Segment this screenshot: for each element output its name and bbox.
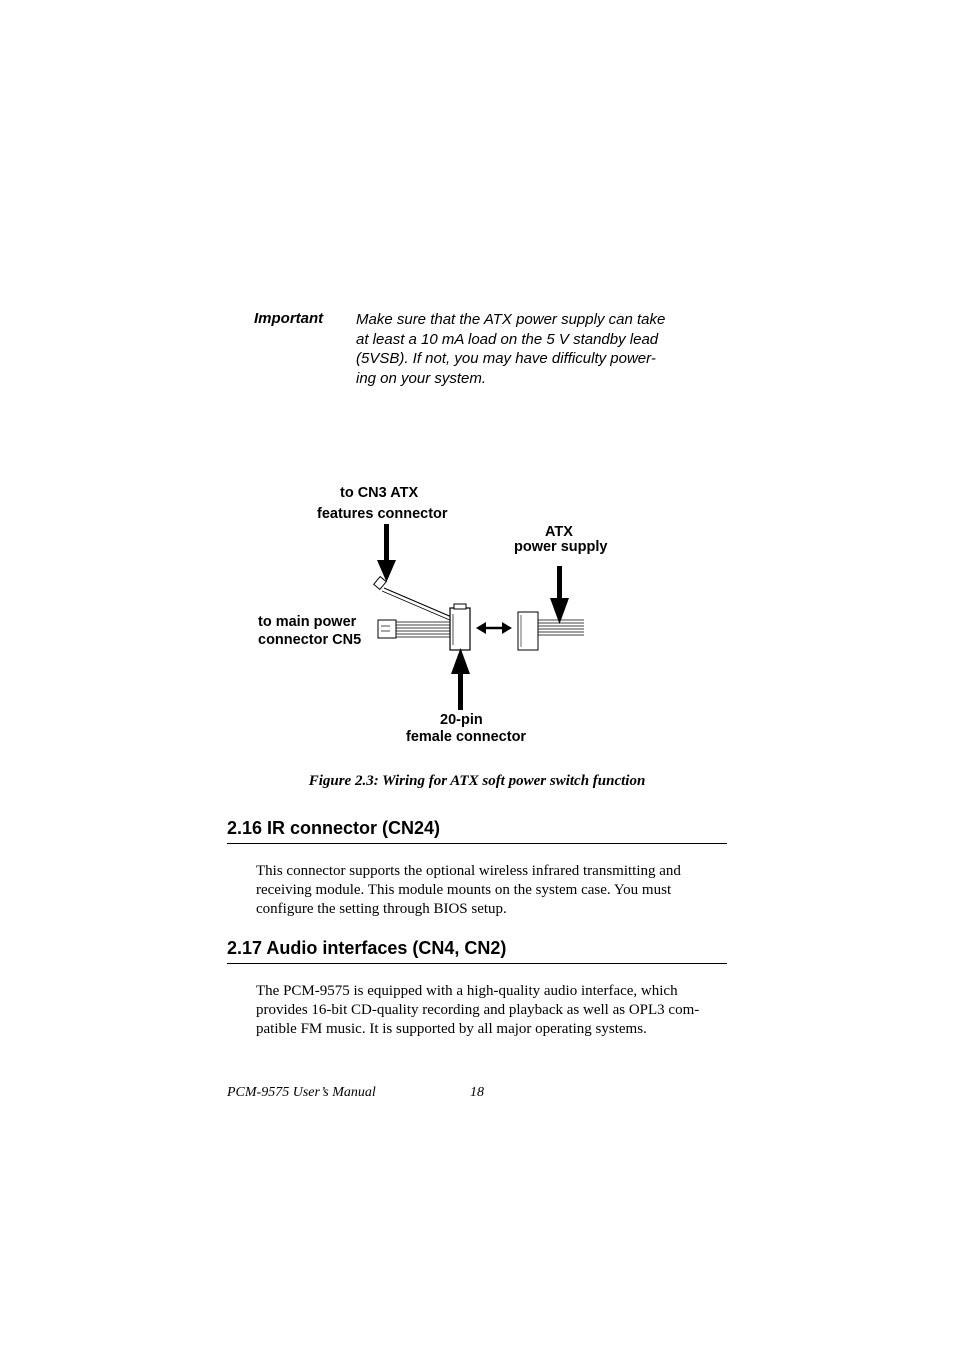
cn3-arrow — [377, 524, 396, 582]
note-line: Make sure that the ATX power supply can take — [356, 311, 666, 328]
figure-caption: Figure 2.3: Wiring for ATX soft power switch function — [308, 773, 646, 789]
mating-arrow — [476, 622, 512, 634]
atx-plug — [518, 612, 538, 650]
paragraph-line: receiving module. This module mounts on the system case. You must — [256, 882, 672, 898]
atx-arrow — [550, 566, 569, 624]
footer-manual-title: PCM-9575 User’s Manual — [227, 1085, 376, 1100]
section-paragraph — [256, 982, 736, 1039]
atx-label-line2: power supply — [514, 539, 608, 555]
female-connector — [450, 604, 470, 650]
section-heading: 2.17 Audio interfaces (CN4, CN2) — [227, 938, 727, 964]
feature-wire — [374, 577, 454, 621]
wiring-drawing — [250, 480, 640, 750]
right-wire-bundle — [538, 620, 584, 635]
main-power-label-line1: to main power — [258, 614, 357, 630]
pin-arrow — [451, 648, 470, 710]
main-power-label-line2: connector CN5 — [258, 632, 362, 648]
important-note-text — [356, 310, 696, 388]
cn5-plug — [378, 620, 396, 638]
cn3-label-line2: features connector — [317, 506, 448, 522]
paragraph-line: patible FM music. It is supported by all major operating systems. — [256, 1021, 647, 1037]
important-label: Important — [254, 310, 324, 327]
pin-label-line1: 20-pin — [440, 712, 483, 728]
paragraph-line: The PCM-9575 is equipped with a high-quality audio interface, which — [256, 983, 678, 999]
paragraph-line: This connector supports the optional wireless infrared transmitting and — [256, 863, 681, 879]
atx-label-line1: ATX — [545, 524, 573, 540]
note-line: at least a 10 mA load on the 5 V standby lead — [356, 330, 659, 348]
left-wire-bundle — [396, 622, 450, 637]
cn3-label-line1: to CN3 ATX — [340, 485, 419, 501]
paragraph-line: provides 16-bit CD-quality recording and playback as well as OPL3 com- — [256, 1002, 700, 1018]
atx-wiring-diagram — [250, 480, 640, 750]
paragraph-line: configure the setting through BIOS setup. — [256, 901, 507, 917]
section-heading: 2.16 IR connector (CN24) — [227, 818, 727, 844]
pin-label-line2: female connector — [406, 729, 527, 745]
section-paragraph — [256, 862, 736, 919]
note-line: (5VSB). If not, you may have difficulty power- — [356, 350, 656, 367]
footer-page-number: 18 — [470, 1085, 484, 1100]
note-line: ing on your system. — [356, 369, 487, 387]
